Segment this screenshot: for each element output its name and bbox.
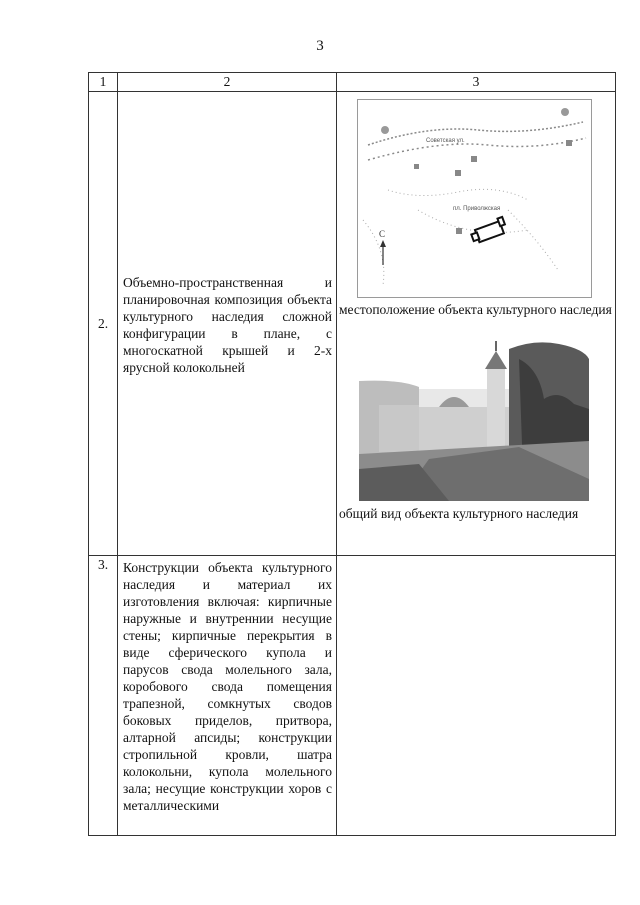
compass-label: С <box>379 229 386 239</box>
church-photo <box>359 329 589 501</box>
map-caption: местоположение объекта культурного наследия <box>339 302 612 317</box>
empty-cell <box>337 556 616 836</box>
row-number: 3. <box>89 556 118 836</box>
map-drawing <box>358 100 591 297</box>
illustration-cell <box>337 92 616 556</box>
table-header-row <box>89 73 616 92</box>
photo-caption: общий вид объекта культурного наследия <box>339 506 579 521</box>
header-cell-3: 3 <box>337 73 616 92</box>
church-photo-drawing <box>359 329 589 501</box>
row-description: Объемно-пространственная и планировочная композиция объекта культурного наследия сложной конфигурации в плане, с многоскатной крышей и 2-х ярусной колокольней <box>118 92 337 556</box>
page-number: 3 <box>316 38 324 54</box>
header-cell-2: 2 <box>118 73 337 92</box>
header-cell-1: 1 <box>89 73 118 92</box>
table-row <box>89 92 616 556</box>
row-description: Конструкции объекта культурного наследия и материал их изготовления включая: кирпичные наружные и внутреннии несущие стены; кирпичные перекрытия в виде сферического купола и парусов свода молельного зала, коробового свода помещения трапезной, сомкнутых сводов боковых приделов, притвора, алтарной апсиды; конструкции стропильной кровли, шатра колокольни, купола молельного зала; несущие конструкции хоров с металлическими <box>118 556 337 836</box>
heritage-table <box>88 72 616 836</box>
map-street-label: Советская ул. <box>426 138 465 144</box>
map-square-label: пл. Приволжская <box>453 206 501 212</box>
location-map <box>357 99 592 298</box>
table-row <box>89 556 616 836</box>
row-number: 2. <box>89 92 118 556</box>
